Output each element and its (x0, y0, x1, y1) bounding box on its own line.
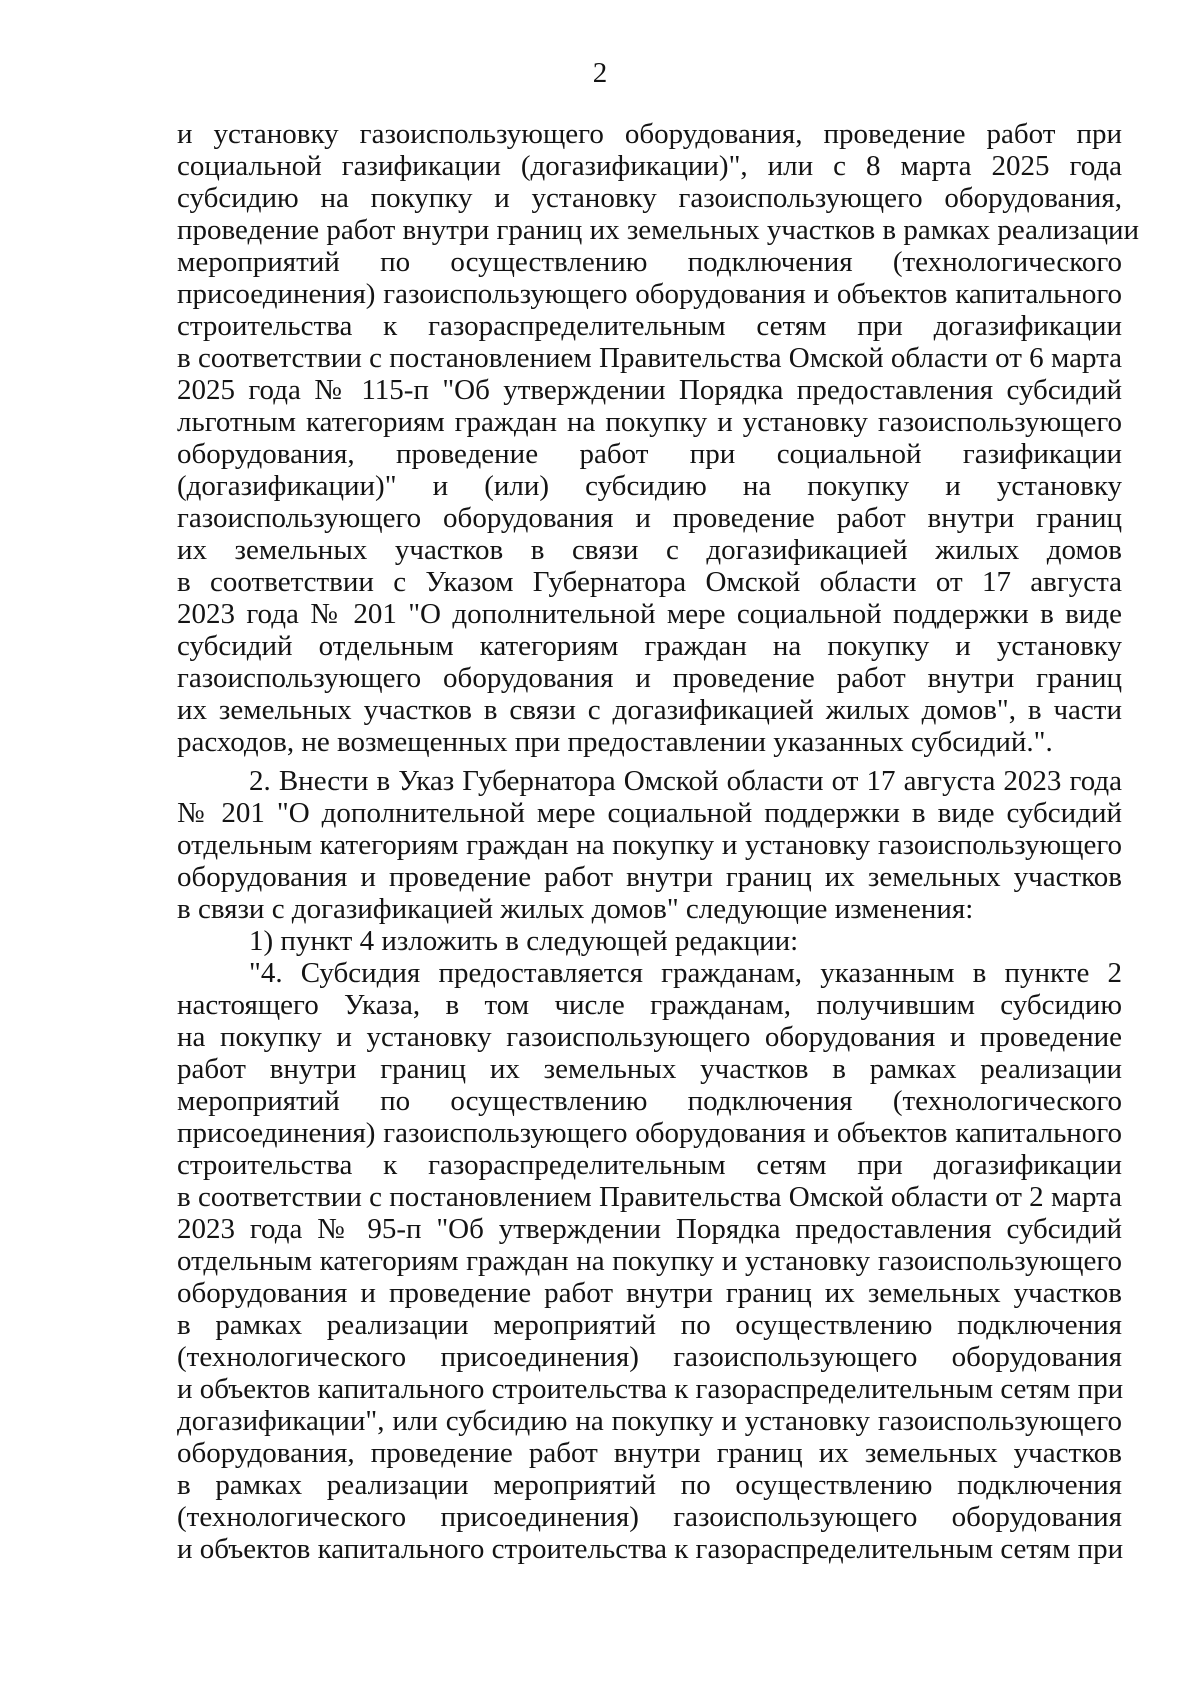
text-line: (догазификации)" и (или) субсидию на покупку и установку (177, 470, 1122, 502)
text-line: на покупку и установку газоиспользующего оборудования и проведение (177, 1021, 1122, 1053)
text-line: 1) пункт 4 изложить в следующей редакции: (249, 925, 799, 957)
text-line: 2023 года № 95-п "Об утверждении Порядка предоставления субсидий (177, 1213, 1122, 1245)
text-line: 2025 года № 115-п "Об утверждении Порядка предоставления субсидий (177, 374, 1122, 406)
page-number: 2 (592, 57, 608, 89)
text-line: оборудования, проведение работ внутри границ их земельных участков (177, 1437, 1122, 1469)
text-line: "4. Субсидия предоставляется гражданам, указанным в пункте 2 (249, 957, 1122, 989)
text-line: субсидий отдельным категориям граждан на покупку и установку (177, 630, 1122, 662)
text-line: (технологического присоединения) газоиспользующего оборудования (177, 1501, 1122, 1533)
text-line: и объектов капитального строительства к газораспределительным сетям при (177, 1373, 1124, 1405)
text-line: отдельным категориям граждан на покупку и установку газоиспользующего (177, 829, 1122, 861)
text-line: (технологического присоединения) газоиспользующего оборудования (177, 1341, 1122, 1373)
text-line: в рамках реализации мероприятий по осуществлению подключения (177, 1309, 1122, 1341)
text-line: их земельных участков в связи с догазификацией жилых домов", в части (177, 694, 1122, 726)
text-line: присоединения) газоиспользующего оборудования и объектов капитального (177, 1117, 1122, 1149)
text-line: в соответствии с Указом Губернатора Омской области от 17 августа (177, 566, 1122, 598)
text-line: в связи с догазификацией жилых домов" следующие изменения: (177, 893, 974, 925)
text-line: присоединения) газоиспользующего оборудования и объектов капитального (177, 278, 1122, 310)
text-line: проведение работ внутри границ их земельных участков в рамках реализации (177, 214, 1140, 246)
text-line: и объектов капитального строительства к газораспределительным сетям при (177, 1533, 1124, 1565)
text-line: работ внутри границ их земельных участков в рамках реализации (177, 1053, 1122, 1085)
text-line: мероприятий по осуществлению подключения (технологического (177, 1085, 1122, 1117)
text-line: оборудования, проведение работ при социальной газификации (177, 438, 1122, 470)
text-line: расходов, не возмещенных при предоставлении указанных субсидий.". (177, 726, 1053, 758)
text-line: социальной газификации (догазификации)", или с 8 марта 2025 года (177, 150, 1122, 182)
text-line: № 201 "О дополнительной мере социальной поддержки в виде субсидий (177, 797, 1122, 829)
text-line: льготным категориям граждан на покупку и установку газоиспользующего (177, 406, 1122, 438)
text-line: в соответствии с постановлением Правительства Омской области от 6 марта (177, 342, 1122, 374)
text-line: субсидию на покупку и установку газоиспользующего оборудования, (177, 182, 1122, 214)
text-line: строительства к газораспределительным сетям при догазификации (177, 310, 1122, 342)
text-line: настоящего Указа, в том числе гражданам, получившим субсидию (177, 989, 1122, 1021)
text-line: отдельным категориям граждан на покупку и установку газоиспользующего (177, 1245, 1122, 1277)
text-line: оборудования и проведение работ внутри границ их земельных участков (177, 861, 1122, 893)
text-line: строительства к газораспределительным сетям при догазификации (177, 1149, 1122, 1181)
text-line: 2. Внести в Указ Губернатора Омской области от 17 августа 2023 года (249, 765, 1122, 797)
text-line: мероприятий по осуществлению подключения (технологического (177, 246, 1122, 278)
text-line: и установку газоиспользующего оборудования, проведение работ при (177, 118, 1122, 150)
text-line: газоиспользующего оборудования и проведение работ внутри границ (177, 662, 1122, 694)
text-line: оборудования и проведение работ внутри границ их земельных участков (177, 1277, 1122, 1309)
text-line: в рамках реализации мероприятий по осуществлению подключения (177, 1469, 1122, 1501)
text-line: 2023 года № 201 "О дополнительной мере социальной поддержки в виде (177, 598, 1122, 630)
text-line: догазификации", или субсидию на покупку и установку газоиспользующего (177, 1405, 1122, 1437)
text-line: в соответствии с постановлением Правительства Омской области от 2 марта (177, 1181, 1122, 1213)
text-line: газоиспользующего оборудования и проведение работ внутри границ (177, 502, 1122, 534)
text-line: их земельных участков в связи с догазификацией жилых домов (177, 534, 1122, 566)
